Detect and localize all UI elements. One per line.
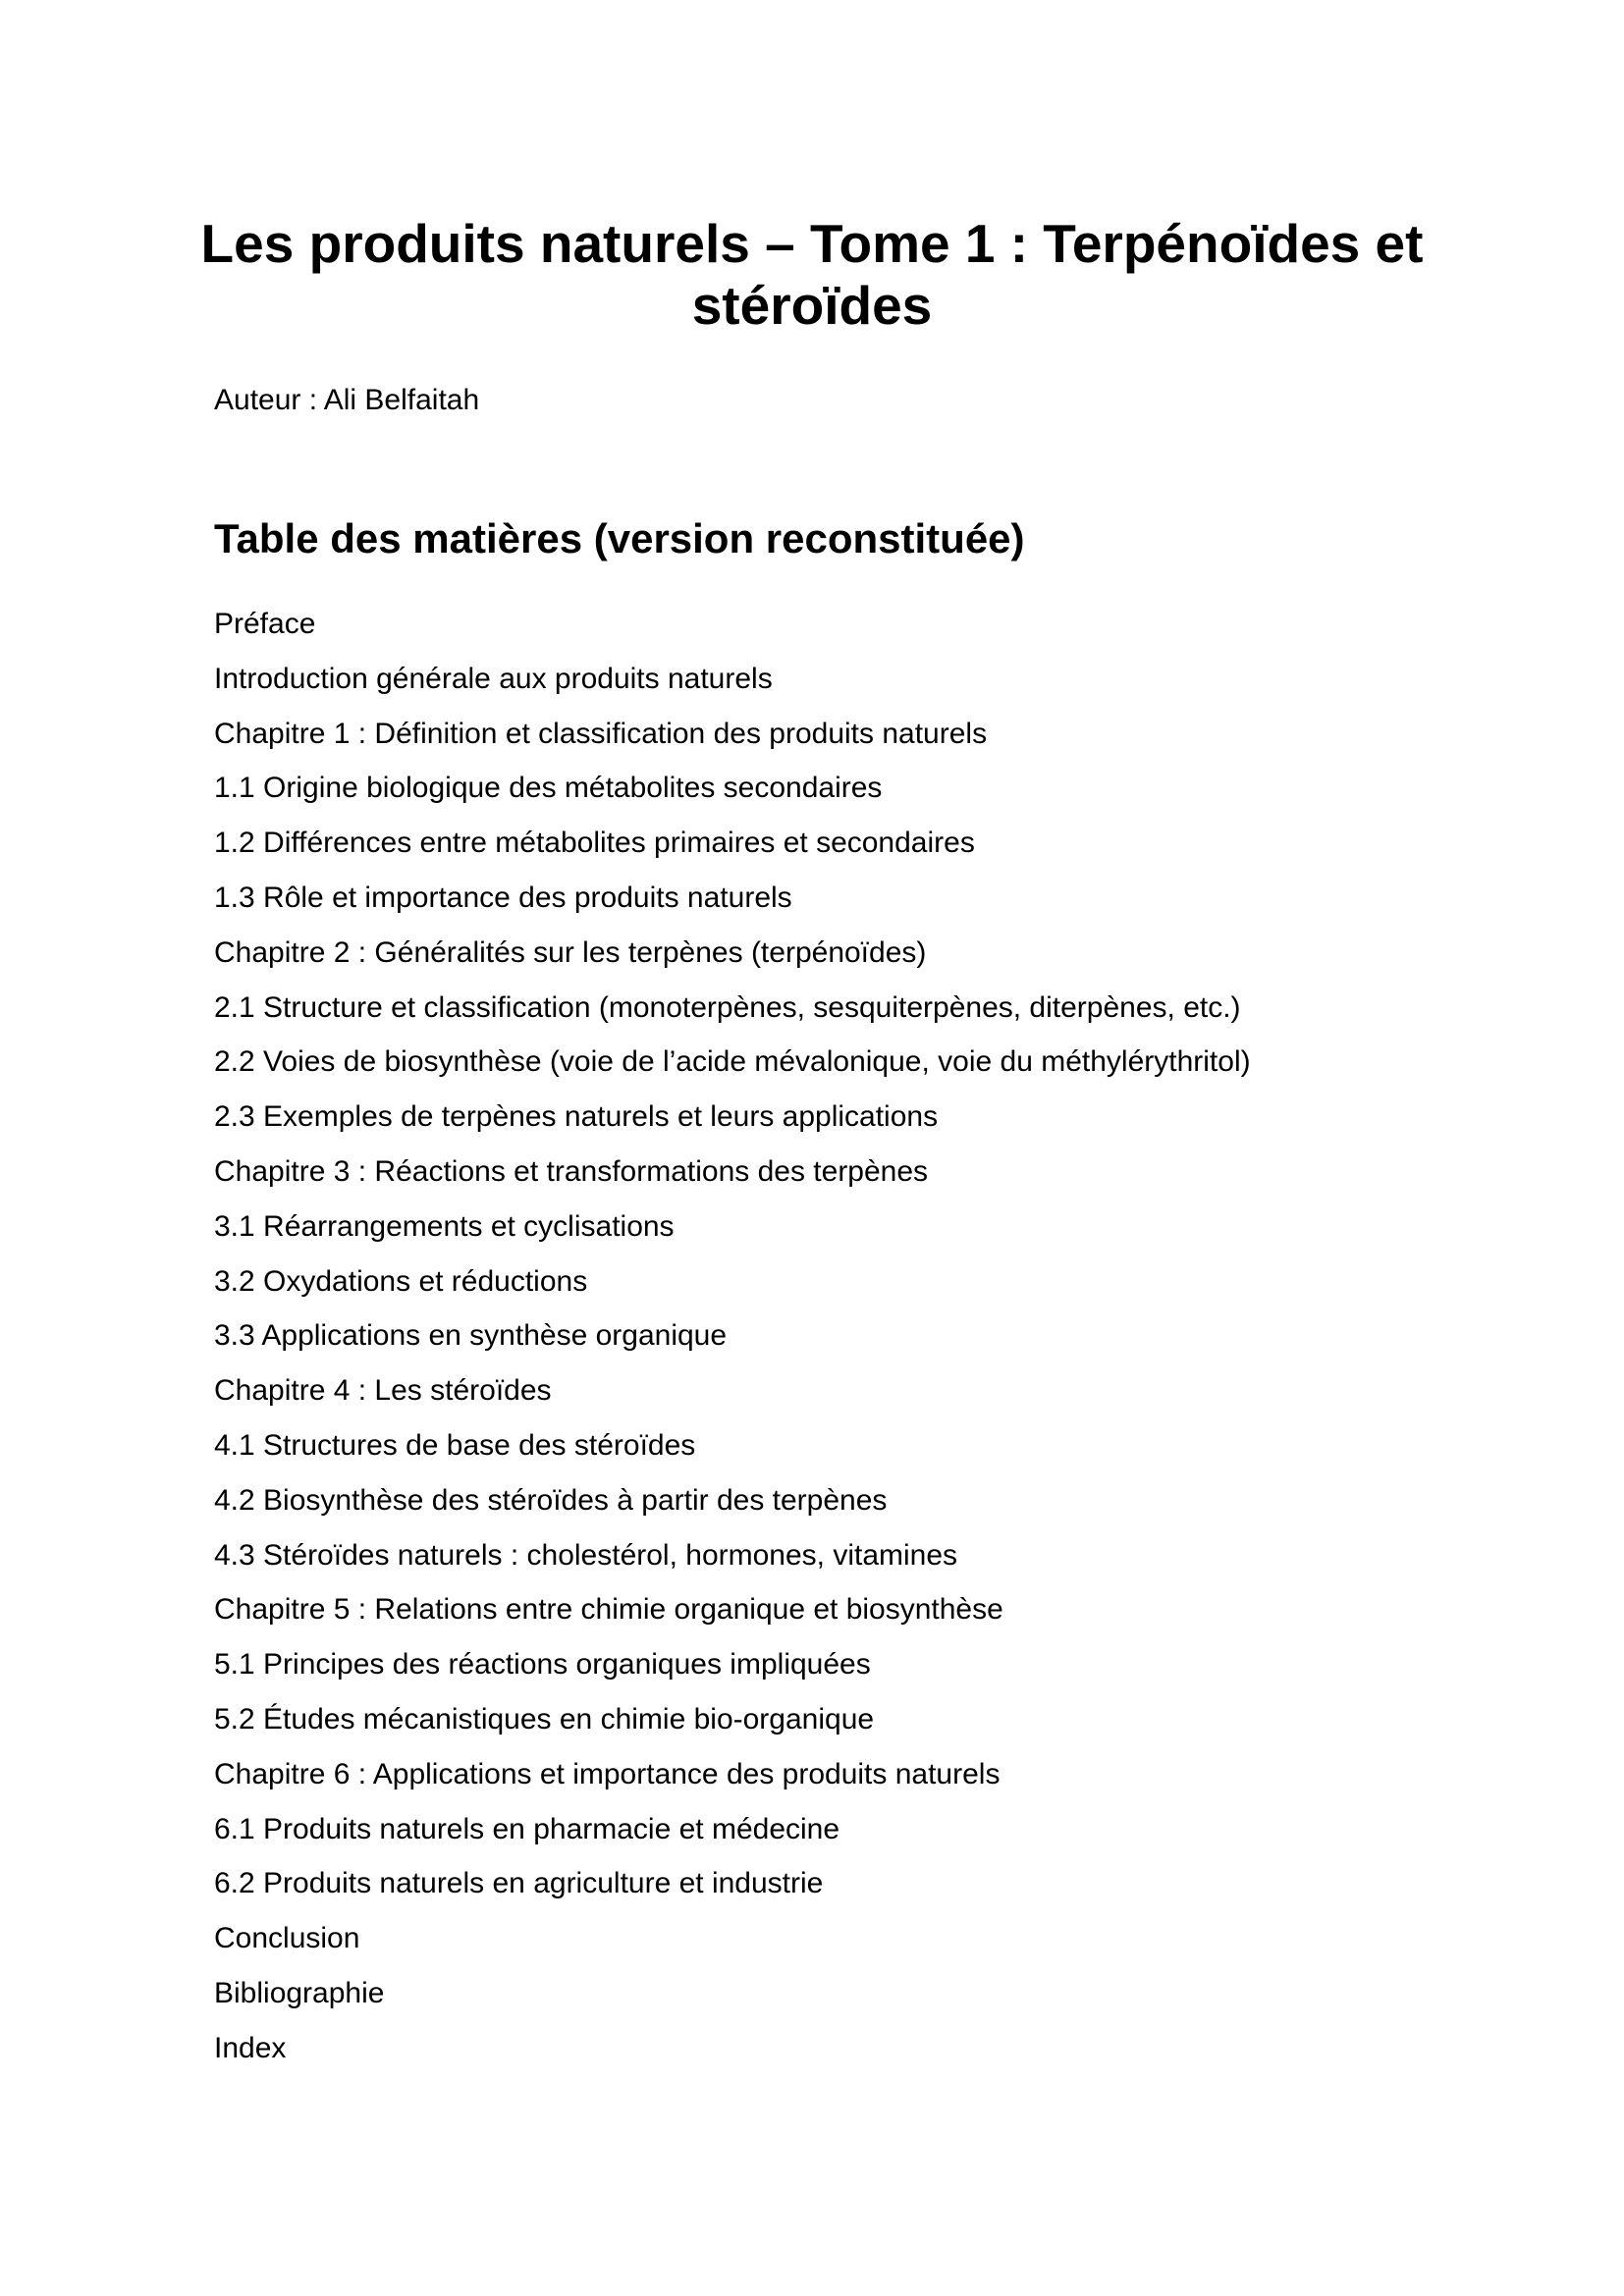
toc-item: 2.3 Exemples de terpènes naturels et leurs applications <box>214 1100 939 1134</box>
toc-heading: Table des matières (version reconstituée) <box>214 515 1025 561</box>
toc-item: 2.2 Voies de biosynthèse (voie de l’acide mévalonique, voie du méthylérythritol) <box>214 1045 1251 1079</box>
toc-item: 1.2 Différences entre métabolites primaires et secondaires <box>214 827 975 860</box>
toc-item: 2.1 Structure et classification (monoterpènes, sesquiterpènes, diterpènes, etc.) <box>214 990 1241 1024</box>
toc-item: 5.1 Principes des réactions organiques impliquées <box>214 1648 871 1682</box>
toc-item: Index <box>214 2031 287 2064</box>
toc-item: 3.2 Oxydations et réductions <box>214 1264 588 1298</box>
toc-item: 1.3 Rôle et importance des produits naturels <box>214 881 792 914</box>
toc-item: Chapitre 4 : Les stéroïdes <box>214 1374 552 1408</box>
toc-item: Bibliographie <box>214 1976 385 2009</box>
toc-item: Introduction générale aux produits naturels <box>214 662 773 695</box>
toc-item: 5.2 Études mécanistiques en chimie bio-organique <box>214 1702 875 1735</box>
toc-item: 6.1 Produits naturels en pharmacie et médecine <box>214 1812 840 1845</box>
toc-item: Chapitre 6 : Applications et importance des produits naturels <box>214 1757 1001 1790</box>
toc-item: 4.2 Biosynthèse des stéroïdes à partir des terpènes <box>214 1483 888 1517</box>
toc-item: Conclusion <box>214 1922 360 1955</box>
author-line: Auteur : Ali Belfaitah <box>214 384 480 416</box>
document-title <box>128 0 1496 337</box>
toc-item: 1.1 Origine biologique des métabolites secondaires <box>214 772 883 805</box>
toc-item: Chapitre 5 : Relations entre chimie organique et biosynthèse <box>214 1593 1003 1627</box>
toc-item: 3.1 Réarrangements et cyclisations <box>214 1209 675 1243</box>
toc-item: 4.3 Stéroïdes naturels : cholestérol, hormones, vitamines <box>214 1538 958 1572</box>
toc-item: Chapitre 3 : Réactions et transformations des terpènes <box>214 1154 929 1188</box>
toc-item: Préface <box>214 608 316 640</box>
toc-item: Chapitre 1 : Définition et classification des produits naturels <box>214 717 988 750</box>
toc-item: 4.1 Structures de base des stéroïdes <box>214 1428 696 1462</box>
toc-item: 3.3 Applications en synthèse organique <box>214 1319 728 1353</box>
toc-list <box>214 608 1410 2065</box>
title-line-1: Les produits naturels – Tome 1 : Terpénoïdes et <box>200 213 1424 274</box>
toc-item: 6.2 Produits naturels en agriculture et industrie <box>214 1867 824 1900</box>
title-line-2: stéroïdes <box>691 275 933 336</box>
toc-item: Chapitre 2 : Généralités sur les terpènes (terpénoïdes) <box>214 935 927 969</box>
